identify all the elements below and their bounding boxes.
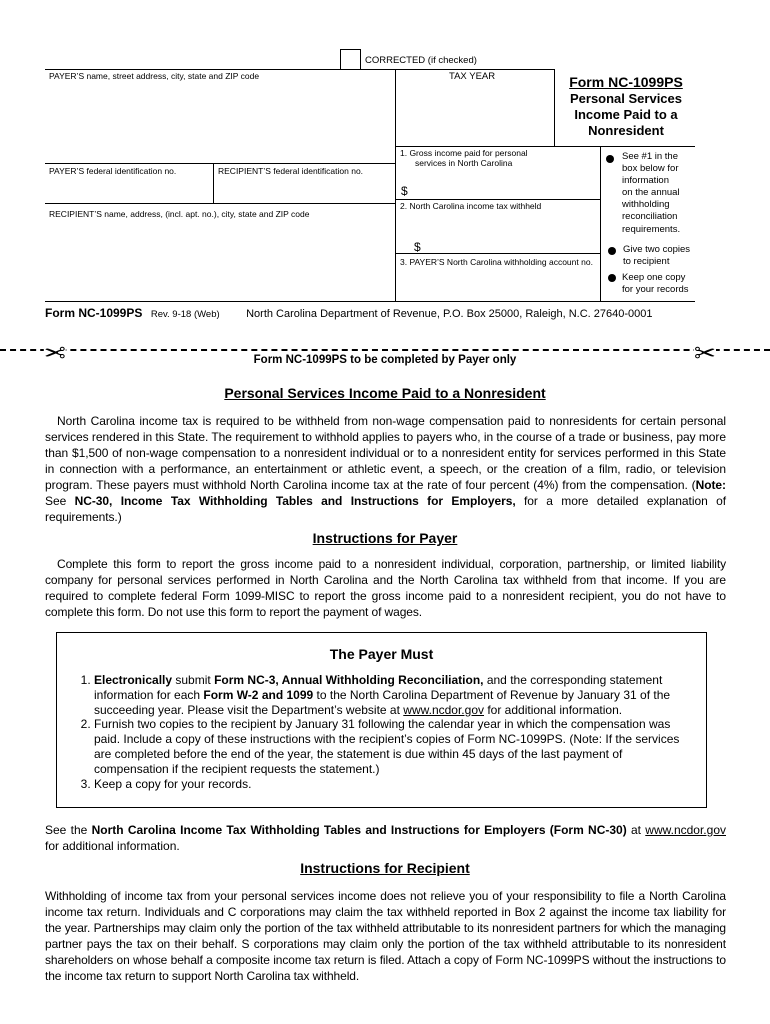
cut-line-label: Form NC-1099PS to be completed by Payer only: [253, 354, 517, 366]
side-note-1: [622, 151, 680, 236]
box3-field[interactable]: [396, 268, 599, 300]
footer-form-number: Form NC-1099PS: [45, 306, 143, 320]
payer-id-field[interactable]: [46, 178, 212, 202]
side-note-2: [623, 244, 690, 268]
must1-text4: for additional information.: [484, 702, 623, 717]
box2-dollar-sign: $: [414, 240, 421, 254]
corrected-label: CORRECTED (if checked): [365, 55, 477, 66]
form-title-line2: Income Paid to a: [574, 107, 678, 122]
note1-line: withholding: [622, 199, 670, 211]
payer-heading: Instructions for Payer: [312, 530, 458, 546]
box3-label: 3. PAYER’S North Carolina withholding account no.: [400, 257, 593, 267]
form-title-line3: Nonresident: [588, 123, 664, 138]
note1-line: box below for: [622, 163, 679, 175]
note1-bullet-icon: [606, 155, 614, 163]
ncdor-link[interactable]: www.ncdor.gov: [403, 702, 484, 717]
form-number: Form NC-1099PS: [569, 74, 683, 90]
note3-line: for your records: [622, 284, 689, 296]
payer-name-label: PAYER’S name, street address, city, state and ZIP code: [49, 71, 260, 81]
payer-must-heading: The Payer Must: [329, 646, 434, 662]
note3-line: Keep one copy: [622, 272, 686, 283]
note2-line: to recipient: [623, 256, 670, 268]
form-title-block: [556, 73, 696, 139]
note1-line: reconciliation: [622, 211, 678, 223]
payer-paragraph: Complete this form to report the gross income paid to a nonresident individual, corporation, partnership, or limited liability company for personal services performed in North Carolina and the North Carolina tax withheld from that income. If you are required to complete federal Form 1099-MISC to report the gross income paid to a nonresident recipient, you do not have to complete this form. Do not use this form to report the payment of wages.: [45, 557, 726, 619]
box1-label-line1: 1. Gross income paid for personal: [400, 148, 528, 158]
tax-year-field[interactable]: [396, 84, 553, 144]
note3-bullet-icon: [608, 274, 616, 282]
payer-name-field[interactable]: [46, 82, 394, 162]
main-heading: Personal Services Income Paid to a Nonresident: [224, 385, 546, 401]
intro-text: North Carolina income tax is required to be withheld from non-wage compensation paid to nonresidents for certain personal services rendered in this State. The requirement to withhold applies to payers who, in the course of a trade or business, pay more than $1,500 of non-wage compensation to a nonresident individual or to a nonresident entity for services performed in this State in connection with a performance, an entertainment or athletic event, a speech, or the creation of a film, radio, or television program. These payers must withhold North Carolina income tax at the rate of four percent (4%) from the compensation. (: [45, 414, 726, 492]
box2-amount-field[interactable]: [424, 238, 594, 252]
corrected-checkbox[interactable]: [340, 49, 361, 70]
must-item-2: 2. Furnish two copies to the recipient by January 31 following the calendar year in which the compensation was paid. Include a copy of these instructions with the recipient’s copies of Form NC-1099PS. (Note: If the services are completed before the end of the year, the statement is due within 45 days of the last payment of compensation if the recipient requests the statement.): [94, 717, 690, 776]
intro-nc30: NC-30, Income Tax Withholding Tables and Instructions for Employers,: [74, 494, 516, 508]
see-bold: North Carolina Income Tax Withholding Tables and Instructions for Employers (Form NC-30): [91, 823, 627, 837]
must1-bold1: Electronically: [94, 673, 173, 687]
intro-note: Note:: [695, 478, 726, 492]
see-paragraph: [45, 822, 726, 854]
payer-id-label: PAYER’S federal identification no.: [49, 166, 177, 176]
box1-dollar-sign: $: [401, 184, 408, 198]
note1-line: See #1 in the: [622, 151, 678, 162]
intro-see: See: [45, 494, 75, 508]
box2-label: 2. North Carolina income tax withheld: [400, 201, 542, 211]
note1-line: requirements.: [622, 223, 681, 235]
payer-must-list: [72, 673, 690, 791]
must-item-1: [94, 673, 690, 717]
recipient-name-field[interactable]: [46, 221, 394, 299]
intro-end: for a more detailed explanation of requirements.): [45, 494, 726, 524]
note1-line: information: [622, 175, 669, 187]
see-text1: See the: [45, 823, 92, 837]
see-text3: for additional information.: [45, 839, 180, 853]
footer-revision: Rev. 9-18 (Web): [150, 309, 220, 320]
must1-bold2: Form NC-3, Annual Withholding Reconciliation,: [214, 673, 484, 687]
recipient-name-label: RECIPIENT’S name, address, (incl. apt. no.), city, state and ZIP code: [49, 209, 310, 219]
intro-paragraph: [45, 413, 726, 525]
cut-line: [0, 349, 770, 351]
must1-text3: to the North Carolina Department of Revenue by January 31 of the succeeding year. Please visit the Department’s website at: [94, 687, 671, 717]
form-title-line1: Personal Services: [569, 91, 683, 106]
note2-bullet-icon: [608, 247, 616, 255]
must-item-3: 3. Keep a copy for your records.: [94, 777, 690, 792]
recipient-id-label: RECIPIENT’S federal identification no.: [218, 166, 364, 176]
see-text2: at: [626, 823, 646, 837]
box1-amount-field[interactable]: [410, 182, 595, 198]
note2-line: Give two copies: [623, 244, 691, 255]
recipient-heading: Instructions for Recipient: [300, 860, 470, 876]
recipient-paragraph: Withholding of income tax from your personal services income does not relieve you of your responsibility to file a North Carolina income tax return. Individuals and C corporations may claim the tax withheld reported in Box 2 against the income tax liability for the year. Partnerships may claim only the portion of the tax withheld attributable to its nonresident partners for which the managing partner pays the tax on their behalf. S corporations may claim only the portion of the tax withheld attributable to its nonresident shareholders on whose behalf a composite income tax return is filed. Attach a copy of Form NC-1099PS without the instructions to the income tax return to support North Carolina tax withheld.: [45, 889, 726, 983]
must1-text2: and the corresponding statement information for each: [94, 673, 663, 702]
form-footer: [45, 304, 653, 322]
ncdor-link[interactable]: www.ncdor.gov: [645, 823, 726, 837]
side-note-3: [622, 272, 689, 296]
footer-address: North Carolina Department of Revenue, P.O. Box 25000, Raleigh, N.C. 27640-0001: [246, 308, 653, 320]
recipient-id-field[interactable]: [214, 178, 394, 202]
note1-line: on the annual: [622, 187, 680, 199]
tax-year-label: TAX YEAR: [449, 71, 496, 82]
box1-label-line2: services in North Carolina: [415, 158, 513, 168]
scissors-left-icon: ✂: [44, 338, 66, 368]
must1-text1: submit: [172, 673, 215, 687]
box1-label: [400, 148, 528, 168]
scissors-right-icon: ✂: [694, 338, 716, 368]
must1-bold3: Form W-2 and 1099: [203, 687, 314, 702]
